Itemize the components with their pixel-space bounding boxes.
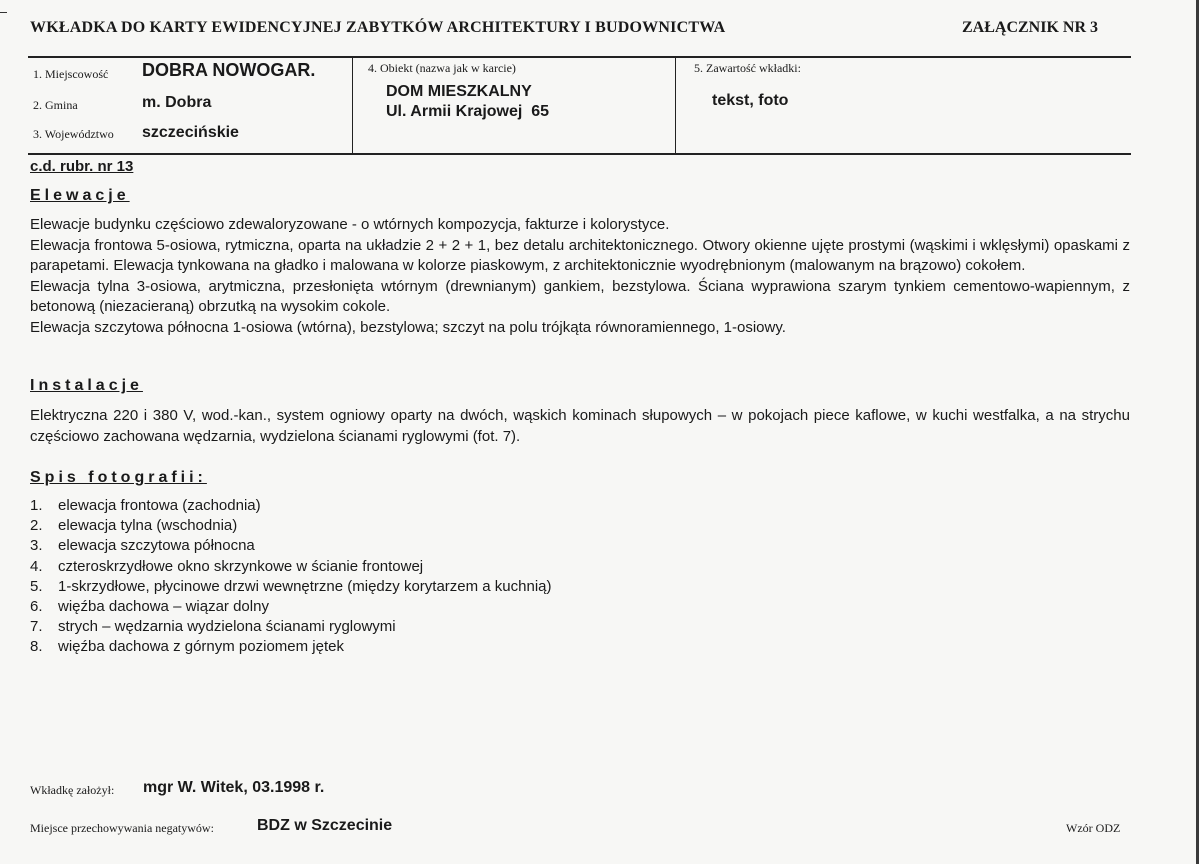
photos-heading: Spis fotografii: [30, 469, 207, 486]
locality-value: DOBRA NOWOGAR. [142, 60, 316, 80]
elevations-heading: Elewacje [30, 187, 130, 204]
box-divider-2 [675, 56, 676, 154]
voivodeship-label: 3. Województwo [33, 127, 114, 141]
commune-value: m. Dobra [142, 94, 212, 111]
elevations-paragraph: Elewacja frontowa 5-osiowa, rytmiczna, oparta na układzie 2 + 2 + 1, bez detalu architektonicznego. Otwory okienne ujęte prostymi (wąskimi i wklęsłymi) opaskami z parapetami. Elewacja tynkowana na gładko i malowana w kolorze piaskowym, z architektonicznie wyodrębnionym (malowanym na brązowo) cokołem. [30, 236, 1130, 274]
contents-value: tekst, foto [712, 92, 789, 109]
storage-label: Miejsce przechowywania negatywów: [30, 821, 214, 835]
contents-label: 5. Zawartość wkładki: [694, 61, 801, 75]
box-bottom-rule [28, 153, 1131, 155]
commune-label: 2. Gmina [33, 98, 78, 112]
list-item: 4. czteroskrzydłowe okno skrzynkowe w ścianie frontowej [30, 557, 424, 575]
corner-mark [0, 12, 7, 13]
elevations-paragraph: Elewacja szczytowa północna 1-osiowa (wtórna), bezstylowa; szczyt na polu trójkąta równoramiennego, 1-osiowy. [30, 318, 786, 336]
photo-list [30, 496, 552, 658]
object-name: DOM MIESZKALNY [386, 83, 532, 100]
locality-label: 1. Miejscowość [33, 67, 109, 81]
elevations-paragraph: Elewacja tylna 3-osiowa, arytmiczna, przesłonięta wtórnym (drewnianym) gankiem, bezstylowa. Ściana wyprawiona szarym tynkiem cementowo-wapiennym, z betonową (niezacieraną) obrzutką na wysokim cokole. [30, 277, 1130, 315]
form-code: Wzór ODZ [1066, 821, 1121, 835]
continuation-note: c.d. rubr. nr 13 [30, 158, 134, 175]
elevations-text [30, 215, 1130, 338]
installations-heading: Instalacje [30, 377, 143, 394]
voivodeship-value: szczecińskie [142, 124, 239, 141]
attachment-number: ZAŁĄCZNIK NR 3 [962, 19, 1099, 36]
storage-value: BDZ w Szczecinie [257, 817, 393, 834]
box-top-rule [28, 56, 1131, 58]
object-address: Ul. Armii Krajowej 65 [386, 103, 550, 120]
list-item: 5. 1-skrzydłowe, płycinowe drzwi wewnętrzne (między korytarzem a kuchnią) [30, 577, 552, 595]
document-title: WKŁADKA DO KARTY EWIDENCYJNEJ ZABYTKÓW ARCHITEKTURY I BUDOWNICTWA [30, 19, 726, 36]
object-label: 4. Obiekt (nazwa jak w karcie) [368, 61, 516, 75]
list-item: 8. więźba dachowa z górnym poziomem jętek [30, 638, 344, 656]
list-item: 2. elewacja tylna (wschodnia) [30, 517, 238, 535]
author-label: Wkładkę założył: [30, 783, 115, 797]
installations-text: Elektryczna 220 i 380 V, wod.-kan., system ogniowy oparty na dwóch, wąskich kominach słupowych – w pokojach piece kaflowe, w kuchi westfalka, a na strychu częściowo zachowana wędzarnia, wydzielona ścianami ryglowymi (fot. 7). [30, 407, 1130, 445]
author-value: mgr W. Witek, 03.1998 r. [143, 779, 325, 796]
list-item: 6. więźba dachowa – wiązar dolny [30, 598, 269, 616]
box-divider-1 [352, 56, 353, 154]
list-item: 7. strych – wędzarnia wydzielona ścianami ryglowymi [30, 618, 396, 636]
elevations-paragraph: Elewacje budynku częściowo zdewaloryzowane - o wtórnych kompozycja, fakturze i kolorystyce. [30, 216, 670, 233]
list-item: 3. elewacja szczytowa północna [30, 537, 255, 555]
list-item: 1. elewacja frontowa (zachodnia) [30, 497, 261, 514]
